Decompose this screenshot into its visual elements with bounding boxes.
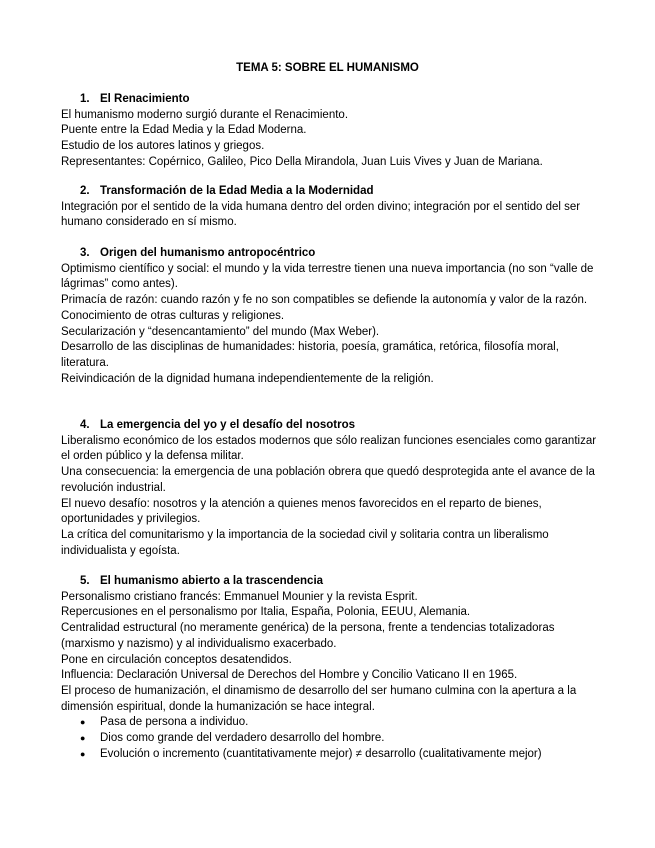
paragraph: Reivindicación de la dignidad humana independientemente de la religión. [61,372,434,385]
bullet-icon: ● [80,733,86,744]
paragraph: Repercusiones en el personalismo por Italia, España, Polonia, EEUU, Alemania. [61,606,471,619]
paragraph: Primacía de razón: cuando razón y fe no son compatibles se defiende la autonomía y valor de la razón. [61,294,588,307]
paragraph: Personalismo cristiano francés: Emmanuel Mounier y la revista Esprit. [61,590,418,603]
paragraph: Influencia: Declaración Universal de Derechos del Hombre y Concilio Vaticano II en 1965. [61,669,518,682]
section-number: 4. [80,419,90,431]
list-item-text: Evolución o incremento (cuantitativamente mejor) ≠ desarrollo (cualitativamente mejor) [100,747,542,760]
section-number: 3. [80,247,90,259]
page-title: TEMA 5: SOBRE EL HUMANISMO [236,62,419,74]
list-item [61,747,601,763]
paragraph: El nuevo desafío: nosotros y la atención a quienes menos favorecidos en el reparto de bienes, oportunidades y privilegios. [61,497,542,526]
paragraph: Desarrollo de las disciplinas de humanidades: historia, poesía, gramática, retórica, filosofía moral, literatura. [61,341,559,369]
list-item [61,731,601,747]
section-heading [61,574,601,590]
section-emergencia-yo [61,418,601,559]
paragraph: La crítica del comunitarismo y la importancia de la sociedad civil y solitaria contra un liberalismo individualista y egoísta. [61,528,549,557]
section-heading-text: El Renacimiento [100,93,190,105]
section-heading [61,92,601,108]
section-heading-text: Origen del humanismo antropocéntrico [100,247,316,259]
section-heading [61,184,601,200]
section-heading [61,418,601,434]
section-humanismo-trascendencia [61,574,601,762]
bullet-icon: ● [80,717,86,728]
bullet-list [61,715,601,762]
section-heading-text: La emergencia del yo y el desafío del nosotros [100,419,355,431]
paragraph: Estudio de los autores latinos y griegos. [61,140,265,153]
paragraph: El proceso de humanización, el dinamismo de desarrollo del ser humano culmina con la apertura a la dimensión espiritual, donde la humanización se hace integral. [61,684,577,713]
section-number: 1. [80,93,90,105]
bullet-icon: ● [80,748,86,759]
paragraph: Puente entre la Edad Media y la Edad Moderna. [61,124,307,137]
paragraph: Secularización y “desencantamiento” del mundo (Max Weber). [61,325,380,338]
section-heading-text: Transformación de la Edad Media a la Modernidad [100,185,374,197]
paragraph: Conocimiento de otras culturas y religiones. [61,309,285,322]
paragraph: Representantes: Copérnico, Galileo, Pico Della Mirandola, Juan Luis Vives y Juan de Mariana. [61,155,543,168]
section-heading-text: El humanismo abierto a la trascendencia [100,575,324,587]
paragraph: Integración por el sentido de la vida humana dentro del orden divino; integración por el sentido del ser humano considerado en sí mismo. [61,200,581,229]
paragraph: Optimismo científico y social: el mundo y la vida terrestre tienen una nueva importancia (no son “valle de lágrimas” como antes). [61,262,594,291]
section-origen-humanismo [61,246,601,387]
section-heading [61,246,601,262]
paragraph: Liberalismo económico de los estados modernos que sólo realizan funciones esenciales como garantizar el orden público y la defensa militar. [61,434,597,463]
paragraph: Una consecuencia: la emergencia de una población obrera que quedó desprotegida ante el avance de la revolución industrial. [61,466,595,494]
paragraph: El humanismo moderno surgió durante el Renacimiento. [61,108,349,121]
list-item-text: Dios como grande del verdadero desarrollo del hombre. [100,732,385,745]
section-number: 5. [80,575,90,587]
paragraph: Pone en circulación conceptos desatendidos. [61,653,292,666]
section-el-renacimiento [61,92,601,171]
paragraph: Centralidad estructural (no meramente genérica) de la persona, frente a tendencias totalizadoras (marxismo y nazismo) y al individualismo exacerbado. [61,622,555,650]
section-transformacion [61,184,601,231]
section-number: 2. [80,185,90,197]
list-item [61,715,601,731]
list-item-text: Pasa de persona a individuo. [100,716,249,729]
